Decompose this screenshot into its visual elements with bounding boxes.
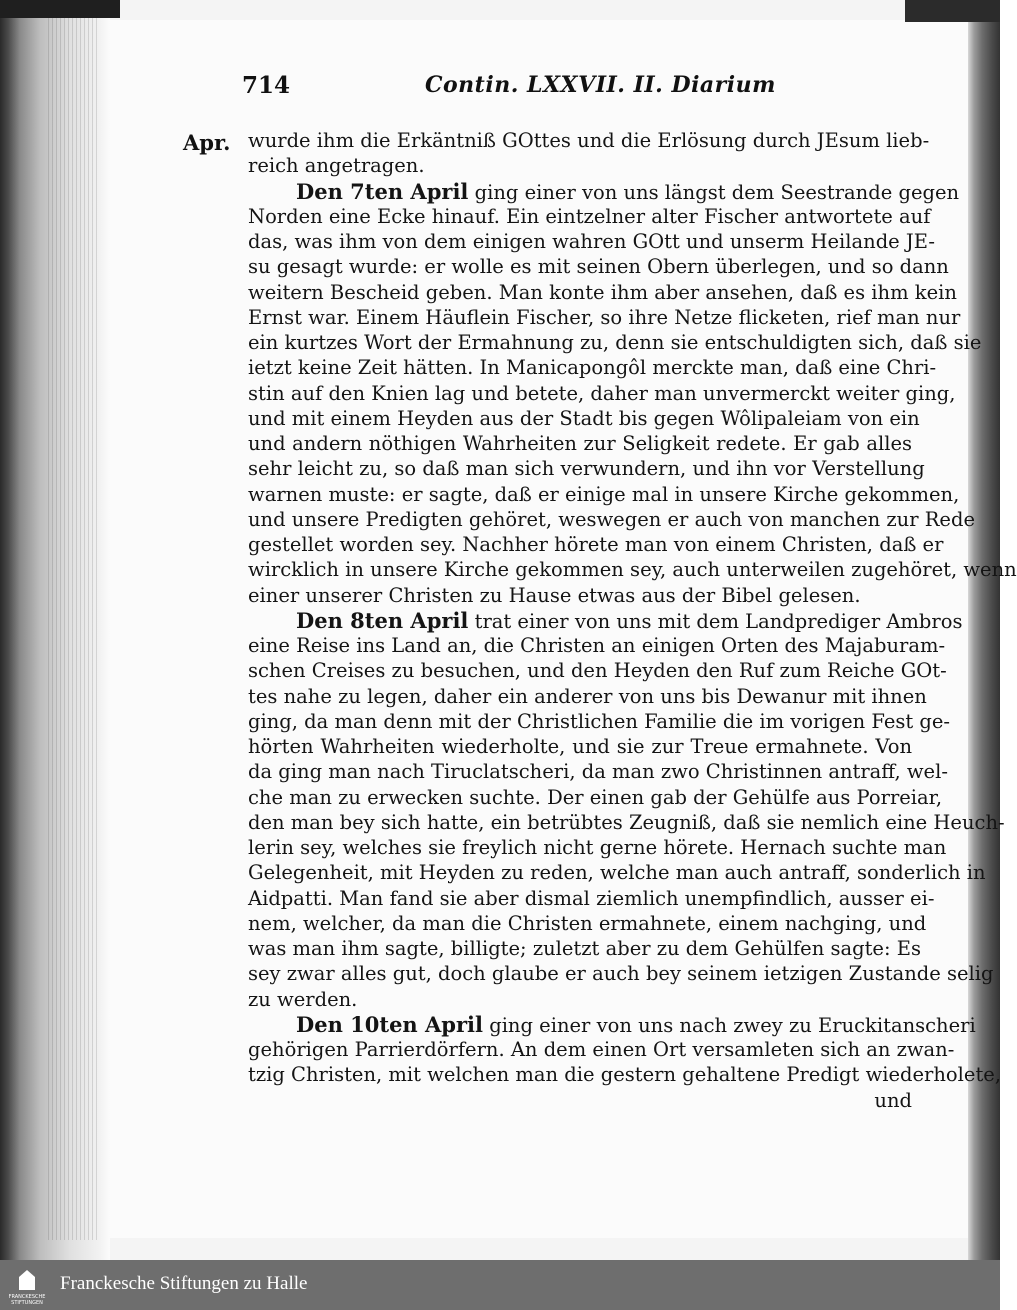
line-text: weitern Bescheid geben. Man konte ihm aber ansehen, daß es ihm kein xyxy=(248,280,957,304)
line-text: ein kurtzes Wort der Ermahnung zu, denn sie entschuldigten sich, daß sie xyxy=(248,331,982,354)
line-text: und mit einem Heyden aus der Stadt bis gegen Wôlipaleiam von ein xyxy=(248,406,920,430)
line-text: und xyxy=(874,1088,912,1112)
line-text: was man ihm sagte, billigte; zuletzt aber zu dem Gehülfen sagte: Es xyxy=(248,937,921,960)
text-line xyxy=(248,835,947,860)
text-line xyxy=(248,886,935,911)
text-line xyxy=(248,709,951,734)
date-heading: Den 8ten April xyxy=(296,607,469,633)
text-line xyxy=(248,658,947,683)
text-line xyxy=(248,532,944,557)
text-line xyxy=(248,507,975,532)
logo-text: FRANCKESCHE STIFTUNGEN xyxy=(8,1294,46,1306)
text-line xyxy=(248,482,960,507)
footer-label[interactable]: Franckesche Stiftungen zu Halle xyxy=(60,1273,308,1294)
text-line xyxy=(248,607,963,633)
body-text xyxy=(248,128,1017,1113)
scan-corner-dark xyxy=(905,0,1000,22)
text-line xyxy=(248,178,960,204)
page-header xyxy=(230,72,930,108)
text-line xyxy=(248,583,912,608)
institution-logo[interactable] xyxy=(8,1266,46,1306)
text-line xyxy=(248,785,943,810)
line-text: gestellet worden sey. Nachher hörete man von einem Christen, daß er xyxy=(248,533,944,556)
text-line xyxy=(248,684,927,709)
text-line xyxy=(248,406,920,431)
text-line xyxy=(248,456,925,481)
line-text: sey zwar alles gut, doch glaube er auch bey seinem ietzigen Zustande selig xyxy=(248,962,994,986)
line-text: nem, welcher, da man die Christen ermahnete, einem nachging, und xyxy=(248,911,927,935)
line-text: Gelegenheit, mit Heyden zu reden, welche man auch antraff, sonderlich in xyxy=(248,861,986,885)
text-line xyxy=(248,229,935,254)
line-text: hörten Wahrheiten wiederholte, und sie zur Treue ermahnete. Von xyxy=(248,735,912,758)
text-line xyxy=(248,936,921,961)
line-text: su gesagt wurde: er wolle es mit seinen Obern überlegen, und so dann xyxy=(248,255,949,279)
line-text: eine Reise ins Land an, die Christen an einigen Orten des Majaburam- xyxy=(248,634,946,657)
line-text: reich angetragen. xyxy=(248,154,425,178)
line-text: sehr leicht zu, so daß man sich verwundern, und ihn vor Verstellung xyxy=(248,457,925,481)
line-text: Aidpatti. Man fand sie aber dismal ziemlich unempfindlich, ausser ei- xyxy=(248,886,935,910)
line-text: tes nahe zu legen, daher ein anderer von uns bis Dewanur mit ihnen xyxy=(248,684,927,708)
text-line xyxy=(248,128,930,153)
line-text: den man bey sich hatte, ein betrübtes Zeugniß, daß sie nemlich eine Heuch- xyxy=(248,810,1005,834)
line-text: gehörigen Parrierdörfern. An dem einen Ort versamleten sich an zwan- xyxy=(248,1038,955,1061)
running-title: Contin. LXXVII. II. Diarium xyxy=(425,72,776,98)
page-number: 714 xyxy=(242,72,291,99)
line-text: warnen muste: er sagte, daß er einige mal in unsere Kirche gekommen, xyxy=(248,482,960,506)
line-text: che man zu erwecken suchte. Der einen gab der Gehülfe aus Porreiar, xyxy=(248,785,943,809)
line-text: Ernst war. Einem Häuflein Fischer, so ihre Netze flicketen, rief man nur xyxy=(248,305,961,329)
text-line xyxy=(248,305,961,330)
page-edges xyxy=(48,15,98,1240)
scan-corner-dark-left xyxy=(0,0,120,18)
line-text: ging einer von uns längst dem Seestrande gegen xyxy=(468,180,960,204)
margin-note: Apr. xyxy=(183,130,231,155)
line-text: einer unserer Christen zu Hause etwas aus der Bibel gelesen. xyxy=(248,583,861,607)
text-line xyxy=(248,810,1005,835)
text-line xyxy=(248,759,948,784)
text-line xyxy=(248,254,949,279)
text-line xyxy=(248,153,912,178)
line-text: ging einer von uns nach zwey zu Eruckitanscheri xyxy=(483,1013,976,1037)
date-heading: Den 7ten April xyxy=(296,178,469,204)
text-line xyxy=(248,860,986,885)
text-line xyxy=(248,280,957,305)
text-line xyxy=(248,330,982,355)
bleed-through-text xyxy=(250,1098,253,1117)
date-heading: Den 10ten April xyxy=(296,1011,484,1037)
line-text: da ging man nach Tiruclatscheri, da man zwo Christinnen antraff, wel- xyxy=(248,760,948,784)
line-text: und unsere Predigten gehöret, weswegen er auch von manchen zur Rede xyxy=(248,507,975,531)
text-line xyxy=(248,633,946,658)
text-line xyxy=(248,1062,1002,1087)
line-text: zu werden. xyxy=(248,987,358,1011)
line-text: tzig Christen, mit welchen man die gestern gehaltene Predigt wiederholete, xyxy=(248,1063,1002,1087)
text-line xyxy=(248,381,956,406)
line-text: lerin sey, welches sie freylich nicht gerne hörete. Hernach suchte man xyxy=(248,836,947,859)
line-text: und andern nöthigen Wahrheiten zur Seligkeit redete. Er gab alles xyxy=(248,432,912,455)
footer-bar xyxy=(0,1260,1000,1310)
line-text: wurde ihm die Erkäntniß GOttes und die Erlösung durch JEsum lieb- xyxy=(248,129,930,152)
text-line xyxy=(248,557,1017,582)
text-line xyxy=(248,355,937,380)
text-line xyxy=(248,1088,912,1113)
text-line xyxy=(248,987,912,1012)
text-line xyxy=(248,1011,976,1037)
line-text: ietzt keine Zeit hätten. In Manicapongôl merckte man, daß eine Chri- xyxy=(248,356,937,380)
line-text: wircklich in unsere Kirche gekommen sey, auch unterweilen zugehöret, wenn xyxy=(248,558,1017,582)
text-line xyxy=(248,1037,955,1062)
line-text: das, was ihm von dem einigen wahren GOtt und unserm Heilande JE- xyxy=(248,230,935,253)
text-line xyxy=(248,734,912,759)
text-line xyxy=(248,961,994,986)
line-text: ging, da man denn mit der Christlichen Familie die im vorigen Fest ge- xyxy=(248,709,951,733)
building-icon xyxy=(19,1270,35,1290)
line-text: stin auf den Knien lag und betete, daher man unvermerckt weiter ging, xyxy=(248,381,956,405)
text-line xyxy=(248,204,931,229)
text-line xyxy=(248,911,927,936)
line-text: Norden eine Ecke hinauf. Ein eintzelner alter Fischer antwortete auf xyxy=(248,204,931,228)
text-line xyxy=(248,431,912,456)
line-text: trat einer von uns mit dem Landprediger Ambros xyxy=(468,609,963,633)
line-text: schen Creises zu besuchen, und den Heyden den Ruf zum Reiche GOt- xyxy=(248,659,947,683)
